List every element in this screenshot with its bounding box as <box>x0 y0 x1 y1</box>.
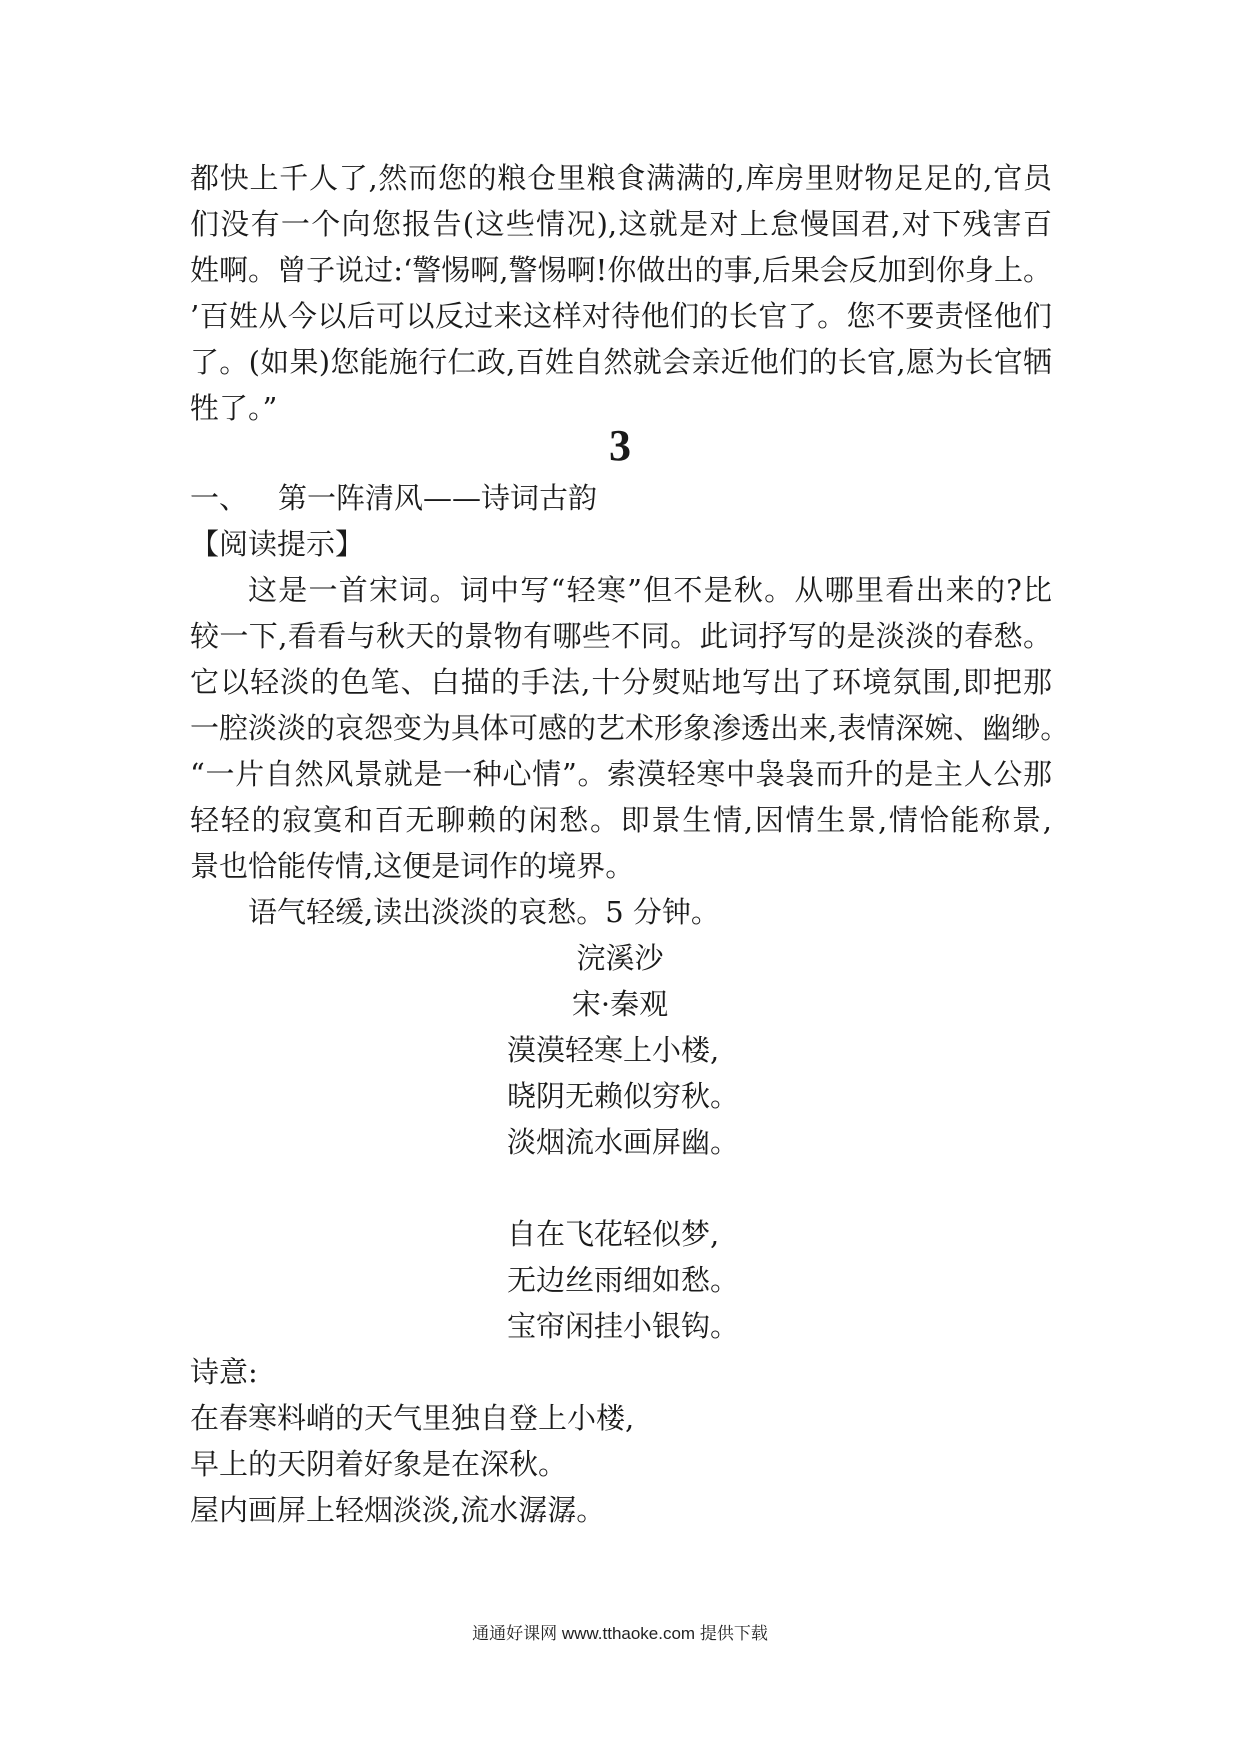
meaning-line-3: 屋内画屏上轻烟淡淡,流水潺潺。 <box>190 1493 606 1527</box>
poem-line: 自在飞花轻似梦, <box>507 1217 720 1251</box>
translation-line-3: 姓啊。曾子说过:‘警惕啊,警惕啊!你做出的事,后果会反加到你身上。 <box>190 253 1052 287</box>
reading-tip-line-2: 较一下,看看与秋天的景物有哪些不同。此词抒写的是淡淡的春愁。 <box>190 619 1052 653</box>
reading-tip-line-3: 它以轻淡的色笔、白描的手法,十分熨贴地写出了环境氛围,即把那 <box>190 665 1052 699</box>
translation-line-5: 了。(如果)您能施行仁政,百姓自然就会亲近他们的长官,愿为长官牺 <box>190 345 1052 379</box>
section-title: 第一阵清风——诗词古韵 <box>278 481 598 515</box>
reading-tip-heading: 【阅读提示】 <box>190 527 365 561</box>
poem-line: 无边丝雨细如愁。 <box>507 1263 740 1297</box>
poem-line: 宝帘闲挂小银钩。 <box>507 1309 740 1343</box>
translation-line-4: ’百姓从今以后可以反过来这样对待他们的长官了。您不要责怪他们 <box>190 299 1052 333</box>
meaning-line-1: 在春寒料峭的天气里独自登上小楼, <box>190 1401 635 1435</box>
reading-tip-line-6: 轻轻的寂寞和百无聊赖的闲愁。即景生情,因情生景,情恰能称景, <box>190 803 1052 837</box>
poem-title: 浣溪沙 <box>576 941 664 975</box>
footer-credit: 通通好课网 www.tthaoke.com 提供下载 <box>472 1624 768 1643</box>
poem-author: 宋·秦观 <box>571 987 669 1021</box>
translation-line-6: 牲了。” <box>190 391 278 425</box>
reading-tip-line-5: “一片自然风景就是一种心情”。索漠轻寒中袅袅而升的是主人公那 <box>190 757 1052 791</box>
meaning-line-2: 早上的天阴着好象是在深秋。 <box>190 1447 568 1481</box>
reading-tip-line-7: 景也恰能传情,这便是词作的境界。 <box>190 849 635 883</box>
reading-tip-line-4: 一腔淡淡的哀怨变为具体可感的艺术形象渗透出来,表情深婉、幽缈。 <box>190 711 1070 745</box>
lesson-number: 3 <box>609 421 631 470</box>
poem-line: 淡烟流水画屏幽。 <box>507 1125 740 1159</box>
section-number: 一、 <box>190 481 249 515</box>
translation-line-1: 都快上千人了,然而您的粮仓里粮食满满的,库房里财物足足的,官员 <box>190 161 1052 195</box>
translation-line-2: 们没有一个向您报告(这些情况),这就是对上怠慢国君,对下残害百 <box>190 207 1052 241</box>
poem-line: 漠漠轻寒上小楼, <box>507 1033 720 1067</box>
reading-tip-line-1: 这是一首宋词。词中写“轻寒”但不是秋。从哪里看出来的?比 <box>248 573 1052 607</box>
poem-line: 晓阴无赖似穷秋。 <box>507 1079 740 1113</box>
reading-instruction: 语气轻缓,读出淡淡的哀愁。5 分钟。 <box>248 895 720 929</box>
meaning-label: 诗意: <box>190 1355 258 1389</box>
section-heading <box>190 475 597 521</box>
